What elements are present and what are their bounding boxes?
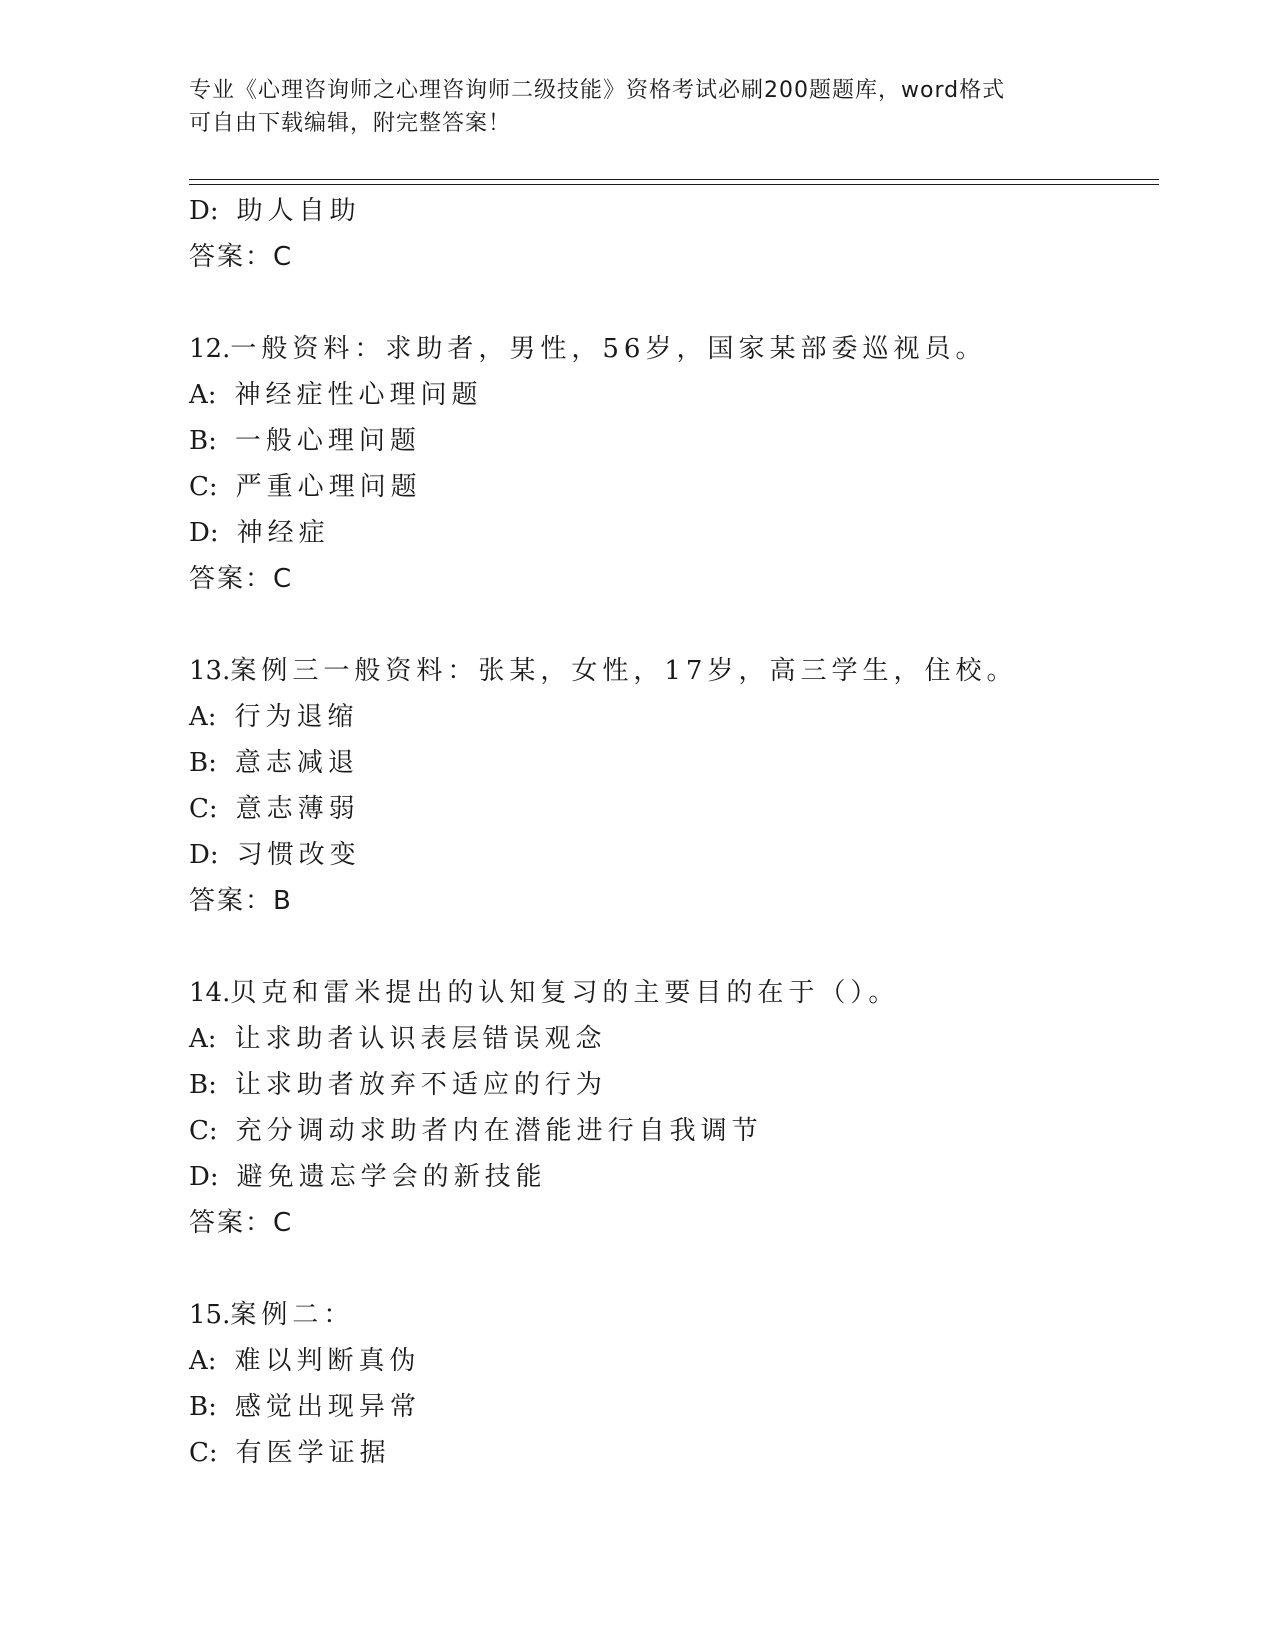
option-row	[189, 1108, 1149, 1154]
question-text: 案例二：	[230, 1300, 355, 1330]
option-row	[189, 1430, 1149, 1476]
answer-line: 答案：C	[189, 1208, 294, 1238]
question-spacer	[189, 1246, 1149, 1292]
option-text: 有医学证据	[235, 1438, 391, 1468]
option-label: A:	[189, 1024, 217, 1054]
answer-line: 答案：B	[189, 886, 293, 916]
header-line-2: 可自由下载编辑，附完整答案！	[189, 111, 512, 136]
option-row	[189, 1384, 1149, 1430]
option-row	[189, 1062, 1149, 1108]
option-label: D:	[189, 196, 219, 226]
header-divider-bottom	[189, 184, 1159, 185]
option-row	[189, 188, 1149, 234]
question-list	[189, 188, 1149, 1476]
option-row	[189, 1338, 1149, 1384]
question-spacer	[189, 280, 1149, 326]
option-label: B:	[189, 1392, 217, 1422]
option-text: 意志减退	[234, 748, 359, 778]
document-header	[189, 74, 1089, 140]
header-line-1: 专业《心理咨询师之心理咨询师二级技能》资格考试必刷200题题库，word格式	[189, 78, 1006, 103]
option-text: 神经症	[236, 518, 330, 548]
option-text: 感觉出现异常	[234, 1392, 421, 1422]
option-row	[189, 1016, 1149, 1062]
option-row	[189, 372, 1149, 418]
option-text: 难以判断真伪	[234, 1346, 421, 1376]
option-label: A:	[189, 702, 217, 732]
option-row	[189, 1154, 1149, 1200]
option-text: 行为退缩	[234, 702, 359, 732]
option-row	[189, 464, 1149, 510]
option-text: 让求助者放弃不适应的行为	[234, 1070, 607, 1100]
option-row	[189, 740, 1149, 786]
question-number: 15.	[189, 1300, 231, 1330]
option-label: C:	[189, 1116, 218, 1146]
option-label: D:	[189, 518, 219, 548]
option-label: B:	[189, 426, 217, 456]
option-text: 助人自助	[236, 196, 361, 226]
option-row	[189, 786, 1149, 832]
question-spacer	[189, 924, 1149, 970]
option-label: D:	[189, 840, 219, 870]
question-number: 14.	[189, 978, 231, 1008]
question-number: 12.	[189, 334, 231, 364]
option-text: 意志薄弱	[235, 794, 360, 824]
question-spacer	[189, 602, 1149, 648]
question-stem	[189, 1292, 1149, 1338]
option-text: 习惯改变	[236, 840, 361, 870]
option-text: 严重心理问题	[235, 472, 422, 502]
option-row	[189, 418, 1149, 464]
question-text: 案例三一般资料：张某，女性，17岁，高三学生，住校。	[230, 656, 1018, 686]
question-number: 13.	[189, 656, 231, 686]
option-label: C:	[189, 1438, 218, 1468]
question-text: 一般资料：求助者，男性，56岁，国家某部委巡视员。	[230, 334, 987, 364]
option-row	[189, 694, 1149, 740]
question-text: 贝克和雷米提出的认知复习的主要目的在于（）。	[230, 978, 900, 1008]
question-stem	[189, 970, 1149, 1016]
option-label: C:	[189, 472, 218, 502]
option-text: 神经症性心理问题	[234, 380, 483, 410]
option-row	[189, 832, 1149, 878]
option-label: B:	[189, 1070, 217, 1100]
option-text: 避免遗忘学会的新技能	[236, 1162, 547, 1192]
option-label: A:	[189, 1346, 217, 1376]
option-row	[189, 510, 1149, 556]
answer-line: 答案：C	[189, 564, 294, 594]
question-stem	[189, 326, 1149, 372]
question-stem	[189, 648, 1149, 694]
option-text: 充分调动求助者内在潜能进行自我调节	[235, 1116, 763, 1146]
option-text: 让求助者认识表层错误观念	[234, 1024, 607, 1054]
option-label: A:	[189, 380, 217, 410]
header-divider-top	[189, 179, 1159, 180]
option-label: D:	[189, 1162, 219, 1192]
option-label: B:	[189, 748, 217, 778]
option-text: 一般心理问题	[234, 426, 421, 456]
option-label: C:	[189, 794, 218, 824]
answer-line: 答案：C	[189, 242, 294, 272]
